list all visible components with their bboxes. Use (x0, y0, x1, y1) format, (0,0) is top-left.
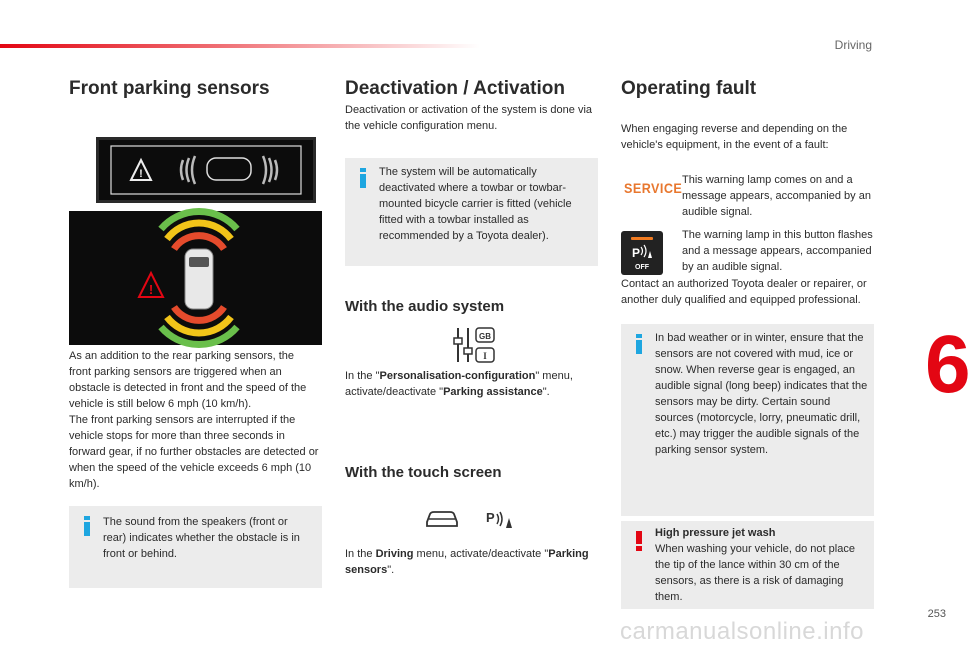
parking-sensor-off-button-icon (621, 231, 663, 275)
info-note-bad-weather-text: In bad weather or in winter, ensure that the sensors are not covered with mud, ice or snow. When reverse gear is engaged, an audible signal (long beep) indicates that the sensors may be dirty. Certain sound sources (motorcycle, lorry, pneumatic drill, etc.) may trigger the audible signals of the parking sensor system. (655, 332, 868, 456)
operating-fault-intro: When engaging reverse and depending on the vehicle's equipment, in the event of a fault: (621, 123, 848, 151)
svg-text:!: ! (148, 282, 154, 297)
info-note-speakers (69, 506, 322, 588)
warning-note-title: High pressure jet wash (655, 527, 776, 539)
info-icon (357, 168, 369, 188)
warning-note-jet-wash (621, 521, 874, 609)
info-note-bad-weather (621, 324, 874, 516)
touch-screen-instructions: In the Driving menu, activate/deactivate "Parking sensors". (345, 548, 589, 576)
front-sensors-paragraph: As an addition to the rear parking sensors, the front parking sensors are triggered when an obstacle is detected in front and the speed of the vehicle is still below 6 mph (10 km/h). (69, 350, 307, 410)
svg-text:I: I (483, 351, 487, 361)
parking-sensor-diagram (69, 211, 322, 345)
svg-text:P: P (632, 246, 641, 260)
service-warning-lamp-icon: SERVICE (624, 180, 683, 196)
parking-sensor-graphic (69, 211, 322, 345)
deactivation-intro-text: Deactivation or activation of the system is done via the vehicle configuration menu. (345, 104, 593, 132)
sensor-display-graphic (99, 140, 313, 200)
info-note-speakers-text: The sound from the speakers (front or rear) indicates whether the obstacle is in front or behind. (103, 516, 300, 560)
operating-fault-title: Operating fault (621, 78, 757, 99)
warning-note-text: When washing your vehicle, do not place the tip of the lance within 30 cm of the sensors, as there is a risk of damaging them. (655, 543, 855, 603)
deactivation-activation-title: Deactivation / Activation (345, 78, 565, 99)
watermark: carmanualsonline.info (620, 618, 864, 645)
service-lamp-text: This warning lamp comes on and a message appears, accompanied by an audible signal. (682, 174, 871, 218)
svg-text:OFF: OFF (635, 264, 649, 271)
sensor-display-screen (96, 137, 316, 203)
chapter-color-bar (0, 44, 480, 48)
audio-settings-icon (452, 326, 496, 364)
warning-exclamation-icon (633, 531, 645, 551)
car-menu-icon (424, 508, 460, 530)
audio-system-title: With the audio system (345, 298, 505, 315)
info-icon (633, 334, 645, 354)
warning-note-jet-wash-body (655, 525, 869, 605)
info-icon (81, 516, 93, 536)
svg-text:!: ! (139, 168, 143, 180)
info-note-towbar (345, 158, 598, 266)
svg-text:P: P (486, 510, 495, 525)
car-top-icon (207, 158, 251, 180)
chapter-name: Driving (834, 38, 872, 52)
parking-sensor-icon (484, 508, 516, 530)
front-parking-sensors-title: Front parking sensors (69, 78, 270, 99)
chapter-number-tab (925, 319, 971, 410)
button-lamp-text: The warning lamp in this button flashes and a message appears, accompanied by an audible signal. (682, 229, 873, 273)
info-note-towbar-text: The system will be automatically deactivated where a towbar or towbar-mounted bicycle carrier is fitted (vehicle fitted with a towbar installed as recommended by a Toyota dealer). (379, 166, 572, 242)
parking-sensor-off-icon (621, 231, 663, 275)
contact-dealer-text: Contact an authorized Toyota dealer or repairer, or another duly qualified and equipped professional. (621, 278, 867, 306)
svg-text:GB: GB (479, 332, 491, 341)
audio-system-instructions: In the "Personalisation-configuration" menu, activate/deactivate "Parking assistance". (345, 370, 573, 398)
sensors-interrupted-paragraph: The front parking sensors are interrupted if the vehicle stops for more than three seconds in forward gear, if no further obstacles are detected or when the speed of the vehicle exceeds 6 mph (10 km/h). (69, 414, 319, 490)
page-number: 253 (927, 608, 946, 620)
touch-screen-title: With the touch screen (345, 464, 502, 481)
chapter-number: 6 (925, 319, 971, 410)
